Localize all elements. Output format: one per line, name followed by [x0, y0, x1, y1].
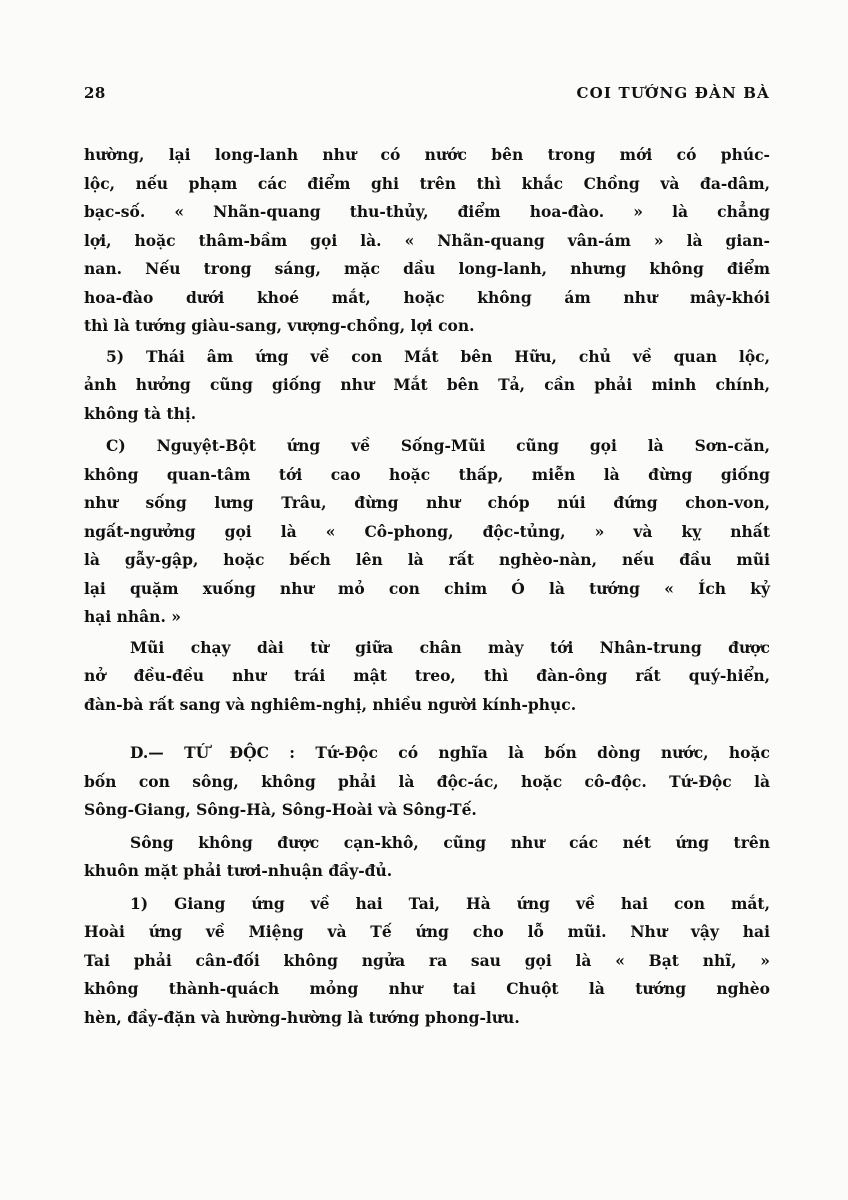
paragraph-eye-continuation [84, 144, 770, 344]
text-line: lộc, nếu phạm các điểm ghi trên thì khắc Chồng và đa-dâm, [84, 173, 770, 193]
text-line: đàn-bà rất sang và nghiêm-nghị, nhiều người kính-phục. [84, 694, 577, 714]
paragraph-rivers [84, 832, 770, 889]
text-line: là gẫy-gập, hoặc bếch lên là rất nghèo-nàn, nếu đầu mũi [84, 550, 770, 569]
text-line: bạc-số. « Nhãn-quang thu-thủy, điểm hoa-đào. » là chẳng [84, 202, 770, 221]
text-line: hèn, đầy-đặn và hường-hường là tướng phong-lưu. [84, 1007, 520, 1027]
text-line: khuôn mặt phải tươi-nhuận đầy-đủ. [84, 861, 393, 880]
text-line: như sống lưng Trâu, đừng như chóp núi đứng chon-von, [84, 493, 770, 512]
text-line: Sông không được cạn-khô, cũng như các nét ứng trên [130, 832, 770, 852]
text-line: lợi, hoặc thâm-bầm gọi là. « Nhãn-quang vân-ám » là gian- [84, 230, 770, 250]
paragraph-giang-ha [84, 893, 770, 1036]
text-line: thì là tướng giàu-sang, vượng-chồng, lợi con. [84, 316, 475, 335]
text-line: 1) Giang ứng về hai Tai, Hà ứng về hai con mắt, [130, 893, 770, 913]
text-line: Mũi chạy dài từ giữa chân mày tới Nhân-trung được [130, 637, 770, 657]
text-line: ảnh hưởng cũng giống như Mắt bên Tả, cần phải minh chính, [84, 375, 770, 394]
text-line: không tà thị. [84, 403, 197, 423]
text-line: lại quặm xuống như mỏ con chim Ó là tướng « Ích kỷ [84, 578, 770, 598]
text-line: hoa-đào dưới khoé mắt, hoặc không ám như mây-khói [84, 287, 770, 307]
text-line: Sông-Giang, Sông-Hà, Sông-Hoài và Sông-Tế. [84, 800, 477, 819]
text-line: nở đều-đều như trái mật treo, thì đàn-ông rất quý-hiển, [84, 666, 770, 685]
text-line: hường, lại long-lanh như có nước bên trong mới có phúc- [84, 145, 770, 164]
text-line: 5) Thái âm ứng về con Mắt bên Hữu, chủ về quan lộc, [106, 346, 770, 366]
page-body [84, 144, 770, 1035]
page-header [84, 84, 770, 108]
text-line: Tai phải cân-đối không ngửa ra sau gọi là « Bạt nhĩ, » [84, 950, 770, 970]
section-heading-line: D.— TỨ ĐỘC : Tứ-Độc có nghĩa là bốn dòng nước, hoặc [130, 743, 770, 762]
text-line: nan. Nếu trong sáng, mặc dầu long-lanh, nhưng không điểm [84, 259, 770, 278]
text-line: Hoài ứng về Miệng và Tế ứng cho lỗ mũi. Như vậy hai [84, 922, 770, 941]
paragraph-nose [84, 637, 770, 723]
text-line: C) Nguyệt-Bột ứng về Sống-Mũi cũng gọi là Sơn-căn, [106, 436, 770, 455]
running-title: COI TƯỚNG ĐÀN BÀ [576, 84, 770, 102]
section-tu-doc [84, 742, 770, 828]
text-line: hại nhân. » [84, 607, 181, 626]
paragraph-thai-am [84, 346, 770, 432]
text-line: bốn con sông, không phải là độc-ác, hoặc cô-độc. Tứ-Độc là [84, 771, 770, 791]
page-number: 28 [84, 84, 106, 102]
text-line: ngất-ngưởng gọi là « Cô-phong, độc-tủng, » và kỵ nhất [84, 521, 770, 541]
text-line: không quan-tâm tới cao hoặc thấp, miễn là đừng giống [84, 464, 770, 484]
paragraph-nguyet-bot [84, 435, 770, 635]
text-line: không thành-quách mỏng như tai Chuột là tướng nghèo [84, 979, 770, 998]
